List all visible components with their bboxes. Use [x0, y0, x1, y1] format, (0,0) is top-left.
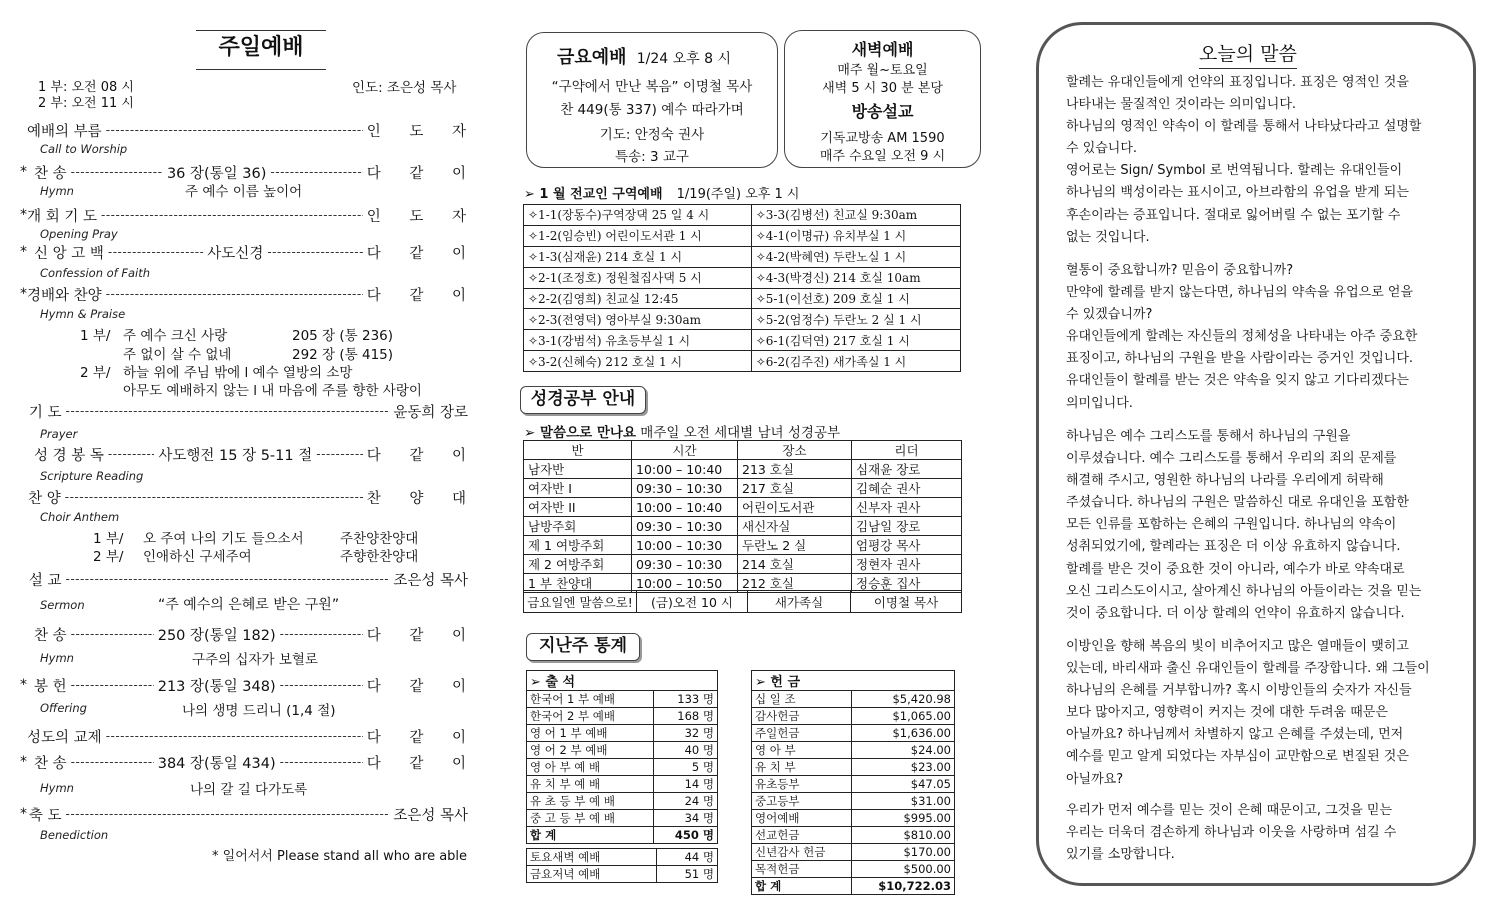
stand-mark: *: [20, 754, 27, 770]
worship-item-leader: 인 도 자: [366, 208, 478, 225]
study-row-cell: 09:30 – 10:30: [632, 479, 738, 498]
dash-leader: [71, 678, 154, 692]
worship-item-english: Choir Anthem: [40, 510, 120, 524]
worship-item-english: Prayer: [40, 427, 78, 441]
page-title: 주일예배: [196, 30, 326, 70]
study-row-cell: 213 호실: [738, 460, 852, 479]
foot-cell-1: 금요일엔 말씀으로!: [524, 591, 637, 613]
praise1b-number: 292 장 (통 415): [292, 347, 394, 363]
district-row-cell: ✧3-1(강범석) 유초등부실 1 시: [524, 330, 752, 351]
attendance-row-cell: 유 치 부 예 배: [527, 776, 654, 793]
district-row: [524, 267, 961, 288]
offering-row-cell: $500.00: [851, 861, 954, 878]
study-row-cell: 제 1 여방주회: [524, 536, 632, 555]
offering-row-cell: 중고등부: [752, 793, 852, 810]
worship-item-name: 예배의 부름: [27, 123, 102, 140]
study-row-cell: 새신자실: [738, 517, 852, 536]
worship-item: [20, 569, 468, 589]
attendance-row: [527, 759, 718, 776]
worship-item-leader: 조은성 목사: [393, 807, 468, 824]
attendance-row-cell: 영 어 1 부 예배: [527, 725, 654, 742]
hymn1-title: 주 예수 이름 높이어: [185, 184, 303, 200]
worship-item-detail: 36 장(통일 36): [166, 165, 267, 182]
anthem1-choir: 주찬양찬양대: [340, 531, 419, 547]
attendance-row: [527, 708, 718, 725]
stand-mark: *: [20, 164, 27, 180]
stand-mark: *: [20, 207, 27, 223]
study-table: [523, 440, 962, 593]
worship-item-english: Call to Worship: [40, 142, 128, 156]
study-row-cell: 09:30 – 10:30: [632, 517, 738, 536]
col-class: 반: [524, 441, 632, 460]
district-row: [524, 288, 961, 309]
attendance-row-cell: 32 명: [654, 725, 718, 742]
worship-item-name: 개 회 기 도: [27, 208, 98, 225]
praise1a-title: 주 예수 크신 사랑: [123, 328, 228, 344]
worship-item: [20, 242, 479, 262]
word-paragraph-1: 할례는 유대인들에게 언약의 표징입니다. 표징은 영적인 것을 나타내는 물질적인 것이라는 의미입니다. 하나님의 영적인 약속이 이 할례를 통해서 나타났다라고 설명할 수 있습니다. 영어로는 Sign/ Symbol 로 번역됩니다. 할례는 유대인들이 하나님의 백성이라는 표시이고, 아브라함의 유업을 받게 되는 후손이라는 증표입니다. 절대로 잃어버릴 수 없는 포기할 수 없는 것입니다.: [1066, 75, 1422, 245]
word-paragraph-4: 이방인을 향해 복음의 빛이 비추어지고 많은 열매들이 맺히고 있는데, 바리새파 출신 유대인들이 할례를 주장합니다. 왜 그들이 하나님의 은혜를 거부합니까? 혹시 이방인들의 숫자가 자신들 보다 많아지고, 영향력이 커지는 것에 대한 두려움 때문은 아닐까요? 하나님께서 차별하지 않고 은혜를 주셨는데, 먼저 예수를 믿고 알게 되었다는 자부심이 교만함으로 변질된 것은 아닐까요?: [1066, 639, 1430, 787]
study-row-cell: 남방주회: [524, 517, 632, 536]
worship-item: [20, 284, 478, 304]
offering-row: [752, 827, 955, 844]
bible-study-tag: 성경공부 안내: [520, 386, 646, 414]
service-leader: 인도: 조은성 목사: [352, 80, 457, 96]
anthem1-title: 오 주여 나의 기도 들으소서: [143, 531, 304, 547]
friday-line2: 찬 449(통 337) 예수 따라가며: [560, 102, 744, 118]
study-row-cell: 10:00 – 10:40: [632, 498, 738, 517]
offering-row: [752, 759, 955, 776]
study-row-cell: 어린이도서관: [738, 498, 852, 517]
attendance-row: [527, 691, 718, 708]
stand-mark: *: [20, 286, 27, 302]
district-row-cell: ✧5-2(엄정수) 두란노 2 실 1 시: [751, 309, 960, 330]
worship-item: [20, 804, 468, 824]
worship-item-detail: 사도행전 15 장 5-11 절: [158, 447, 313, 464]
study-row-cell: 정현자 권사: [852, 555, 962, 574]
todays-word-box: [1036, 22, 1476, 886]
foot-cell-2: (금)오전 10 시: [637, 591, 748, 613]
district-row-cell: ✧2-2(김영희) 친교실 12:45: [524, 288, 752, 309]
study-row: [524, 536, 962, 555]
worship-item-english: Scripture Reading: [40, 469, 144, 483]
worship-item-leader: 다 같 이: [366, 287, 478, 304]
offering-row-cell: 선교헌금: [752, 827, 852, 844]
attendance-row-cell: 영 어 2 부 예배: [527, 742, 654, 759]
praise1-label: 1 부/: [80, 328, 111, 344]
anthem2-title: 인애하신 구세주여: [143, 549, 252, 565]
offering-row-cell: 유초등부: [752, 776, 852, 793]
offering-row-cell: 신년감사 헌금: [752, 844, 852, 861]
attendance-row: [527, 742, 718, 759]
study-row-cell: 09:30 – 10:30: [632, 555, 738, 574]
worship-item-leader: 다 같 이: [366, 627, 478, 644]
attendance-row: [527, 776, 718, 793]
col-leader: 리더: [852, 441, 962, 460]
offering-row-cell: $5,420.98: [851, 691, 954, 708]
praise1b-title: 주 없이 살 수 없네: [123, 347, 232, 363]
offering-heading: ➢ 헌 금: [752, 671, 955, 691]
praise2a-title: 하늘 위에 주님 밖에 l 예수 열방의 소망: [123, 365, 353, 381]
worship-item: [20, 487, 478, 507]
friday-service-box: [526, 32, 778, 168]
friday-line3: 기도: 안정숙 권사: [599, 127, 705, 143]
study-row: [524, 460, 962, 479]
worship-item-leader: 찬 양 대: [366, 490, 478, 507]
offering-row-cell: $810.00: [851, 827, 954, 844]
study-row-cell: 1 부 찬양대: [524, 574, 632, 593]
foot-cell-3: 새가족실: [748, 591, 851, 613]
order-of-worship: [20, 28, 479, 908]
worship-item-name: 축 도: [28, 807, 62, 824]
district-row-cell: ✧2-3(전영덕) 영아부실 9:30am: [524, 309, 752, 330]
offering-title: 나의 생명 드리니 (1,4 절): [182, 703, 336, 719]
dawn-title: 새벽예배: [851, 40, 914, 59]
district-row-cell: ✧4-1(이명규) 유치부실 1 시: [751, 225, 960, 246]
study-row-cell: 두란노 2 실: [738, 536, 852, 555]
district-row: [524, 330, 961, 351]
col-place: 장소: [738, 441, 852, 460]
study-row-cell: 정승훈 집사: [852, 574, 962, 593]
district-when: 1/19(주일) 오후 1 시: [676, 187, 800, 202]
district-row-cell: ✧5-1(이선호) 209 호실 1 시: [751, 288, 960, 309]
district-row: [524, 309, 961, 330]
dash-leader: [71, 165, 163, 179]
offering-total: [752, 878, 955, 895]
attendance-total-cell: 합 계: [527, 827, 654, 844]
study-row-cell: 212 호실: [738, 574, 852, 593]
attendance-row-cell: 한국어 2 부 예배: [527, 708, 654, 725]
worship-item-leader: 다 같 이: [366, 165, 478, 182]
study-row: [524, 498, 962, 517]
worship-item-leader: 윤동희 장로: [393, 404, 468, 421]
word-paragraph-5: 우리가 먼저 예수를 믿는 것이 은혜 때문이고, 그것을 믿는 우리는 더욱더 겸손하게 하나님과 이웃을 사랑하며 섬길 수 있기를 소망합니다.: [1066, 803, 1397, 863]
study-row-cell: 김혜순 권사: [852, 479, 962, 498]
offering-row-cell: $1,065.00: [851, 708, 954, 725]
attendance-row-cell: 40 명: [654, 742, 718, 759]
district-row-cell: ✧1-1(장동수)구역장댁 25 일 4 시: [524, 205, 752, 226]
dash-leader: [71, 755, 154, 769]
worship-item-leader: 다 같 이: [366, 678, 478, 695]
study-row-cell: 214 호실: [738, 555, 852, 574]
praise2-label: 2 부/: [80, 365, 111, 381]
study-row: [524, 555, 962, 574]
dash-leader: [65, 404, 389, 418]
study-row-cell: 심재윤 장로: [852, 460, 962, 479]
todays-word-title: 오늘의 말씀: [1199, 39, 1297, 69]
dawn-line2: 새벽 5 시 30 분 본당: [822, 81, 943, 96]
study-row-cell: 217 호실: [738, 479, 852, 498]
dash-leader: [270, 165, 362, 179]
friday-title: 금요예배: [557, 47, 627, 68]
attendance-row-cell: 5 명: [654, 759, 718, 776]
worship-item-leader: 인 도 자: [366, 123, 478, 140]
dash-leader: [280, 678, 363, 692]
word-paragraph-3: 하나님은 예수 그리스도를 통해서 하나님의 구원을 이루셨습니다. 예수 그리스도를 통해서 우리의 죄의 문제를 해결해 주시고, 영원한 하나님의 나라를 우리에게 허락해 주셨습니다. 하나님의 구원은 말씀하신 대로 유대인을 포함한 모든 인류를 포함하는 은혜의 구원입니다. 하나님의 약속이 성취되었기에, 할례라는 표징은 더 이상 유효하지 않습니다. 할례를 받은 것이 중요한 것이 아니라, 예수가 바로 약속대로 오신 그리스도이시고, 살아계신 하나님의 아들이라는 것을 믿는 것이 중요합니다. 더 이상 할례의 언약이 유효하지 않습니다.: [1066, 429, 1422, 621]
offering-row-cell: $24.00: [851, 742, 954, 759]
offering-header: [752, 671, 955, 691]
district-row-cell: ✧3-2(신혜숙) 212 호실 1 시: [524, 351, 752, 372]
district-heading: [524, 183, 799, 202]
worship-item: [20, 726, 478, 746]
offering-row-cell: $31.00: [851, 793, 954, 810]
word-paragraph-2: 혈통이 중요합니까? 믿음이 중요합니까? 만약에 할례를 받지 않는다면, 하나님의 약속을 유업으로 얻을 수 있겠습니까? 유대인들에게 할례는 자신들의 정체성을 나타내는 아주 중요한 표징이고, 하나님의 구원을 받을 사람이라는 증거인 것입니다. 유대인들이 할례를 받는 것은 약속을 잊지 않고 기다리겠다는 의미입니다.: [1066, 263, 1418, 411]
dash-leader: [65, 807, 389, 821]
offering-total-cell: $10,722.03: [851, 878, 954, 895]
attendance-header: [527, 671, 718, 691]
friday-title-row: [557, 43, 731, 69]
anthem2-label: 2 부/: [93, 549, 124, 565]
offering-row-cell: 목적헌금: [752, 861, 852, 878]
worship-item-name: 찬 송: [34, 165, 67, 182]
district-row-cell: ✧1-2(임승빈) 어린이도서관 1 시: [524, 225, 752, 246]
district-row-cell: ✧4-2(박혜연) 두란노실 1 시: [751, 246, 960, 267]
study-row-cell: 10:00 – 10:30: [632, 536, 738, 555]
worship-item-detail: 384 장(통일 434): [157, 755, 276, 772]
offering-row: [752, 793, 955, 810]
broadcast-title: 방송설교: [851, 102, 914, 121]
friday-study-row: [523, 590, 962, 613]
worship-item-leader: 다 같 이: [366, 755, 478, 772]
worship-item-leader: 다 같 이: [366, 245, 479, 262]
study-row: [524, 517, 962, 536]
district-row: [524, 205, 961, 226]
district-row: [524, 246, 961, 267]
study-row-cell: 김남일 장로: [852, 517, 962, 536]
stats-tag: 지난주 통계: [526, 633, 640, 661]
offering-row-cell: 영 아 부: [752, 742, 852, 759]
stand-note: * 일어서서 Please stand all who are able: [212, 849, 468, 864]
worship-item-leader: 조은성 목사: [393, 572, 468, 589]
worship-item-name: 찬 송: [34, 627, 67, 644]
offering-row-cell: 유 치 부: [752, 759, 852, 776]
attendance-row-cell: 24 명: [654, 793, 718, 810]
worship-item-english: Benediction: [40, 828, 109, 842]
attendance-row: [527, 793, 718, 810]
worship-item-english: Hymn: [40, 781, 74, 795]
dash-leader: [65, 490, 363, 504]
worship-item-name: 기 도: [28, 404, 62, 421]
dawn-line1: 매주 월~토요일: [837, 63, 928, 78]
district-row-cell: ✧4-3(박경신) 214 호실 10am: [751, 267, 960, 288]
dash-leader: [280, 627, 363, 641]
offering-row: [752, 691, 955, 708]
offering-row: [752, 776, 955, 793]
worship-item-english: Opening Pray: [40, 227, 118, 241]
offering-row-cell: $995.00: [851, 810, 954, 827]
worship-item-name: 신 앙 고 백: [34, 245, 104, 262]
worship-item-name: 경배와 찬양: [27, 287, 102, 304]
study-heading-desc: 매주일 오전 세대별 남녀 성경공부: [640, 425, 841, 441]
col-time: 시간: [632, 441, 738, 460]
worship-item-name: 성 경 봉 독: [34, 447, 104, 464]
worship-item-english: Confession of Faith: [40, 266, 151, 280]
anthem2-choir: 주향한찬양대: [340, 549, 419, 565]
offering-row: [752, 810, 955, 827]
attendance-row-cell: 133 명: [654, 691, 718, 708]
attendance-row: [527, 810, 718, 827]
sermon-title: “주 예수의 은혜로 받은 구원”: [158, 597, 340, 613]
study-heading: [524, 421, 840, 441]
study-row-cell: 여자반 I: [524, 479, 632, 498]
study-row-cell: 여자반 II: [524, 498, 632, 517]
worship-item-detail: 213 장(통일 348): [157, 678, 276, 695]
attendance-row-cell: 유 초 등 부 예 배: [527, 793, 654, 810]
hymn3-title: 나의 갈 길 다가도록: [190, 782, 308, 798]
worship-item-english: Hymn: [40, 184, 74, 198]
offering-row: [752, 844, 955, 861]
worship-item: [20, 624, 478, 644]
worship-item-name: 설 교: [28, 572, 62, 589]
attendance-extra-row-cell: 51 명: [656, 866, 717, 883]
worship-item-english: Sermon: [40, 598, 85, 612]
broadcast-line2: 매주 수요일 오전 9 시: [819, 149, 946, 164]
friday-line4: 특송: 3 교구: [615, 149, 689, 165]
dash-leader: [101, 208, 363, 222]
hymn2-title: 구주의 십자가 보혈로: [192, 652, 318, 668]
worship-item: [20, 401, 468, 421]
attendance-extra-table: [526, 848, 718, 883]
worship-item-name: 성도의 교제: [27, 729, 102, 746]
worship-item-name: 찬 양: [28, 490, 61, 507]
attendance-table: [526, 670, 718, 844]
district-row-cell: ✧3-3(김병선) 친교실 9:30am: [751, 205, 960, 226]
dash-leader: [108, 245, 203, 259]
stand-mark: *: [20, 677, 27, 693]
stand-mark: *: [20, 244, 27, 260]
dash-leader: [108, 447, 155, 461]
offering-row-cell: $47.05: [851, 776, 954, 793]
offering-row: [752, 861, 955, 878]
offering-row-cell: 영어예배: [752, 810, 852, 827]
attendance-extra-row: [527, 849, 718, 866]
worship-item: [20, 675, 478, 695]
study-row-cell: 제 2 여방주회: [524, 555, 632, 574]
foot-cell-4: 이명철 목사: [851, 591, 962, 613]
attendance-extra-row-cell: 토요새벽 예배: [527, 849, 657, 866]
worship-item-english: Offering: [40, 701, 87, 715]
district-row-cell: ✧1-3(심재윤) 214 호실 1 시: [524, 246, 752, 267]
offering-row-cell: 감사헌금: [752, 708, 852, 725]
offering-table: [751, 670, 955, 895]
broadcast-line1: 기독교방송 AM 1590: [820, 131, 945, 146]
dash-leader: [106, 123, 363, 137]
dash-leader: [267, 245, 362, 259]
district-row: [524, 351, 961, 372]
attendance-row-cell: 중 고 등 부 예 배: [527, 810, 654, 827]
worship-item-leader: 다 같 이: [366, 729, 478, 746]
district-row: [524, 225, 961, 246]
friday-line1: “구약에서 만난 복음” 이명철 목사: [551, 79, 753, 95]
stand-mark: *: [20, 806, 27, 822]
service-time-2: 2 부: 오전 11 시: [38, 96, 134, 111]
attendance-row-cell: 영 아 부 예 배: [527, 759, 654, 776]
attendance-heading: ➢ 출 석: [527, 671, 718, 691]
worship-item-detail: 사도신경: [207, 245, 264, 262]
praise2b-title: 아무도 예배하지 않는 l 내 마음에 주를 향한 사랑이: [123, 383, 422, 399]
worship-item-leader: 다 같 이: [366, 447, 479, 464]
district-row-cell: ✧2-1(조정호) 정원철집사댁 5 시: [524, 267, 752, 288]
dash-leader: [316, 447, 363, 461]
offering-row-cell: $1,636.00: [851, 725, 954, 742]
district-heading-label: ➢ 1 월 전교인 구역예배: [524, 187, 663, 202]
dash-leader: [65, 572, 389, 586]
anthem1-label: 1 부/: [93, 531, 124, 547]
dash-leader: [106, 729, 363, 743]
offering-row: [752, 708, 955, 725]
dash-leader: [71, 627, 154, 641]
district-row-cell: ✧6-1(김덕연) 217 호실 1 시: [751, 330, 960, 351]
study-row-cell: 10:00 – 10:50: [632, 574, 738, 593]
worship-item: [20, 205, 478, 225]
dash-leader: [280, 755, 363, 769]
attendance-extra-row-cell: 금요저녁 예배: [527, 866, 657, 883]
worship-item-detail: 250 장(통일 182): [157, 627, 276, 644]
attendance-row-cell: 14 명: [654, 776, 718, 793]
offering-row-cell: 주일헌금: [752, 725, 852, 742]
offering-row: [752, 725, 955, 742]
praise1a-number: 205 장 (통 236): [292, 328, 394, 344]
friday-when: 1/24 오후 8 시: [636, 51, 731, 67]
offering-row-cell: $170.00: [851, 844, 954, 861]
service-time-1: 1 부: 오전 08 시: [38, 80, 134, 95]
worship-item: [20, 162, 478, 182]
attendance-row: [527, 725, 718, 742]
offering-total-cell: 합 계: [752, 878, 852, 895]
worship-item-english: Hymn & Praise: [40, 307, 126, 321]
worship-item: [20, 752, 478, 772]
attendance-total: [527, 827, 718, 844]
dash-leader: [106, 287, 363, 301]
offering-row: [752, 742, 955, 759]
attendance-extra-row-cell: 44 명: [656, 849, 717, 866]
district-row-cell: ✧6-2(김주진) 새가족실 1 시: [751, 351, 960, 372]
attendance-extra-row: [527, 866, 718, 883]
study-row-cell: 남자반: [524, 460, 632, 479]
offering-row-cell: 십 일 조: [752, 691, 852, 708]
worship-item-name: 찬 송: [34, 755, 67, 772]
attendance-row-cell: 168 명: [654, 708, 718, 725]
study-row: [524, 479, 962, 498]
dawn-service-box: [784, 30, 981, 168]
study-heading-label: ➢ 말씀으로 만나요: [524, 425, 636, 441]
study-row-cell: 신부자 권사: [852, 498, 962, 517]
attendance-row-cell: 한국어 1 부 예배: [527, 691, 654, 708]
worship-item-name: 봉 헌: [34, 678, 67, 695]
district-table: [523, 204, 961, 372]
worship-item: [20, 444, 479, 464]
worship-item-english: Hymn: [40, 651, 74, 665]
worship-item: [20, 120, 478, 140]
study-row-cell: 10:00 – 10:40: [632, 460, 738, 479]
study-row-cell: 엄평강 목사: [852, 536, 962, 555]
offering-row-cell: $23.00: [851, 759, 954, 776]
attendance-row-cell: 34 명: [654, 810, 718, 827]
attendance-total-cell: 450 명: [654, 827, 718, 844]
